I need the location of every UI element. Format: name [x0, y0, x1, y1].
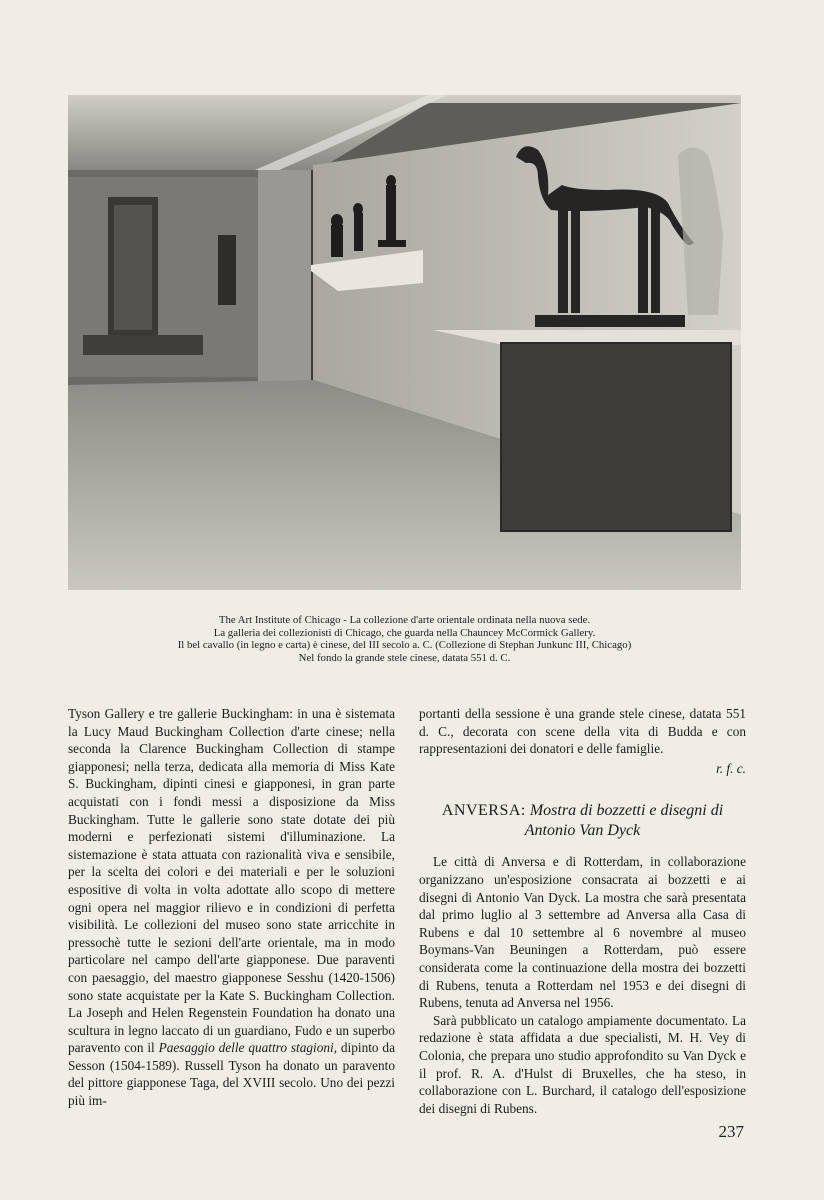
- body-paragraph: [68, 705, 395, 1110]
- section-title: Mostra di bozzetti e disegni di Antonio Van Dyck: [524, 802, 724, 840]
- gallery-photograph: [68, 95, 741, 590]
- section-place: ANVERSA:: [441, 802, 526, 820]
- author-initials: r. f. c.: [716, 760, 746, 776]
- body-paragraph: Le città di Anversa e di Rotterdam, in collaborazione organizzano un'esposizione consacrata ai bozzetti e ai disegni di Antonio Van Dyck. La mostra che sarà presentata dal primo luglio al 3 settembre ad Anversa alla Casa di Rubens e dal 10 settembre al 6 novembre al museo Boymans-Van Beuningen a Rotterdam, può essere considerata come la continuazione della mostra dei bozzetti di Rubens, tenuta a Rotterdam nel 1953 e dei disegni di Rubens, tenuta ad Anversa nel 1956.: [419, 854, 746, 1011]
- body-text: Tyson Gallery e tre gallerie Buckingham: in una è sistemata la Lucy Maud Buckingham Collection d'arte cinese; nella seconda la Clarence Buckingham Collection di stampe giapponesi; nella terza, dedicata alla memoria di Miss Kate S. Buckingham, dipinti cinesi e giapponesi, in gran parte acquistati con i fondi messi a disposizione da Miss Buckingham. Tutte le gallerie sono state dotate dei più moderni e perfezionati sistemi d'illuminazione. La sistemazione è stata attuata con razionalità viva e sensibile, per la scelta dei colori e dei materiali e per le soluzioni espositive di volta in volta adottate allo scopo di mettere ogni opera nel maggior rilievo e in condizioni di perfetta visibilità. Le collezioni del museo sono state arricchite in pressochè tutte le sezioni dell'arte orientale, ma in modo particolare nel campo dell'arte giapponese. Due paraventi con paesaggio, del maestro giapponese Sesshu (1420-1506) sono state acquistate per la Kate S. Buckingham Collection. La Joseph and Helen Regenstein Foundation ha donato una scultura in legno laccato di un guardiano, Fudo e un superbo paravento con il: [68, 706, 395, 1056]
- artwork-title: Paesaggio delle quattro stagioni,: [158, 1040, 338, 1056]
- body-paragraph: Sarà pubblicato un catalogo ampiamente documentato. La redazione è stata affidata a due specialisti, M. H. Vey di Colonia, che prepara uno studio approfondito su Van Dyck e il prof. R. A. d'Hulst di Bruxelles, che ha steso, in collaborazione con L. Burchard, il catalogo dell'esposizione dei disegni di Rubens.: [419, 1012, 746, 1116]
- caption-line: The Art Institute of Chicago - La collezione d'arte orientale ordinata nella nuova sede.: [218, 614, 591, 626]
- left-text-column: [68, 705, 395, 1110]
- caption-line: La galleria dei collezionisti di Chicago, che guarda nella Chauncey McCormick Gallery.: [213, 626, 596, 639]
- body-paragraph: portanti della sessione è una grande stele cinese, datata 551 d. C., decorata con scene della vita di Budda e con rappresentazioni dei donatori e delle famiglie.: [419, 706, 746, 757]
- section-heading: [419, 801, 746, 841]
- gallery-photo-illustration: [68, 95, 741, 590]
- caption-line: Il bel cavallo (in legno e carta) è cinese, del III secolo a. C. (Collezione di Stephan Junkunc III, Chicago): [177, 639, 632, 652]
- figure-caption: [68, 614, 741, 664]
- right-text-column: [419, 705, 746, 1117]
- page-number: 237: [718, 1122, 744, 1141]
- caption-line: Nel fondo la grande stele cinese, datata 551 d. C.: [298, 651, 511, 664]
- body-text-continued: dipinto da Sesson (1504-1589). Russell Tyson ha donato un paravento del pittore giapponese Taga, del XVIII secolo. Uno dei pezzi più im-: [68, 1040, 395, 1109]
